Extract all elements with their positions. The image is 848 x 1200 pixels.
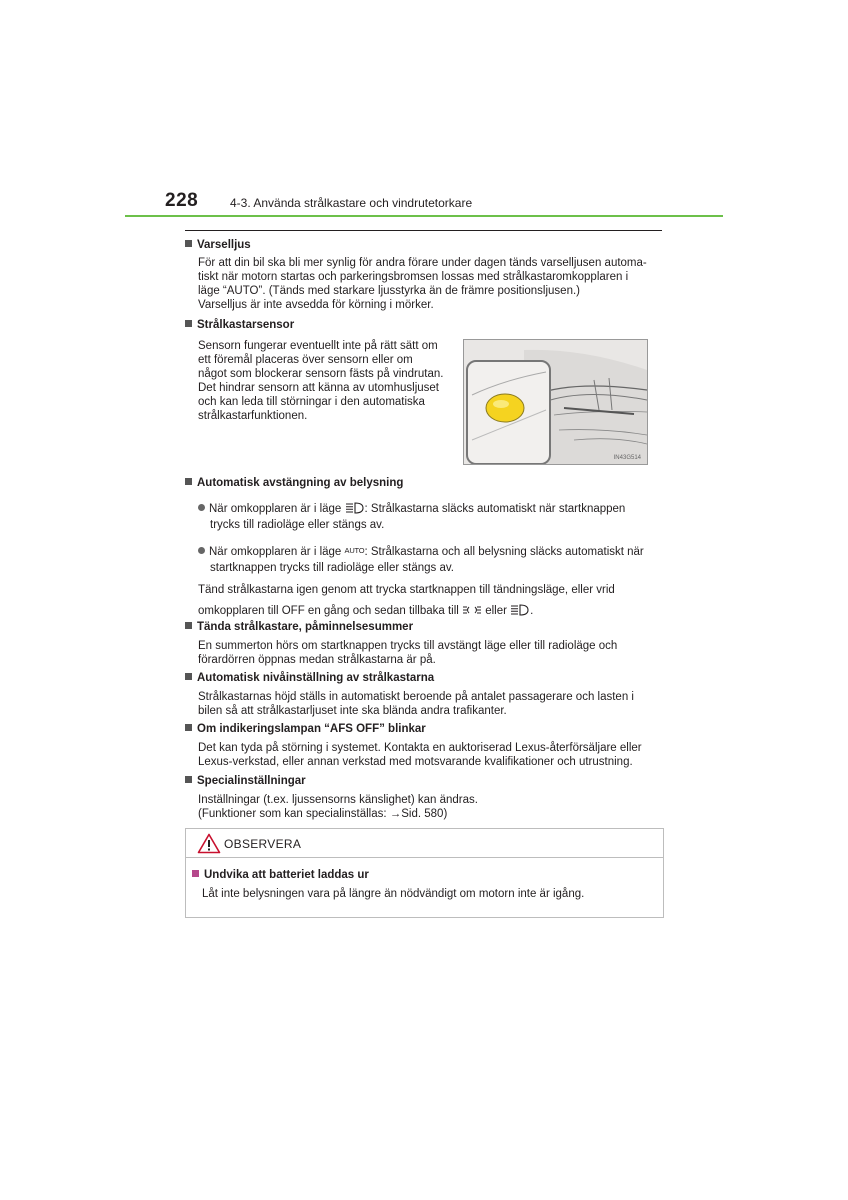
bullet-dot-icon: [198, 504, 205, 511]
notice-text: Låt inte belysningen vara på längre än nödvändigt om motorn inte är igång.: [202, 888, 585, 900]
auto-off-bullet-2: När omkopplaren är i läge AUTO: Strålkastarna och all belysning släcks automatiskt när startknappen trycks till radioläge eller stängs av.: [198, 543, 662, 576]
auto-off-text: Tänd strålkastarna igen genom att trycka startknappen till tändningsläge, eller vrid omkopplaren till OFF en gång och sedan tillbaka till eller .: [198, 580, 662, 622]
varselljus-text: För att din bil ska bli mer synlig för andra förare under dagen tänds varselljusen automa- tiskt när motorn startas och parkeringsbromsen lossas med strålkastaromkopplaren i läge “AUTO”. (Tänds med starkare ljusstyrka än de främre positionsljusen.) Varselljus är inte avsedda för körning i mörker.: [198, 257, 647, 311]
notice-box: [185, 828, 664, 918]
chapter-title: 4-3. Använda strålkastare och vindrutetorkare: [230, 196, 473, 210]
heading-special: Specialinställningar: [185, 775, 306, 787]
headlight-icon: [345, 502, 365, 514]
section-square-icon: [185, 622, 192, 629]
heading-varselljus: Varselljus: [185, 239, 251, 251]
content-rule: [185, 230, 662, 231]
heading-reminder: Tända strålkastare, påminnelsesummer: [185, 621, 413, 633]
auto-symbol: AUTO: [344, 546, 365, 555]
leveling-text: Strålkastarnas höjd ställs in automatiskt beroende på antalet passagerare och lasten i bilen så att strålkastarljuset inte ska blända andra trafikanter.: [198, 691, 634, 717]
header-rule: [125, 215, 723, 217]
section-square-icon: [185, 478, 192, 485]
warning-triangle-icon: [197, 833, 221, 854]
section-square-icon: [185, 724, 192, 731]
heading-afs: Om indikeringslampan “AFS OFF” blinkar: [185, 723, 426, 735]
auto-off-line-2: omkopplaren till OFF en gång och sedan tillbaka till eller .: [198, 605, 534, 617]
sensor-text: Sensorn fungerar eventuellt inte på rätt sätt om ett föremål placeras över sensorn eller om något som blockerar sensorn fästs på vindrutan. Det hindrar sensorn att känna av utomhusljuset och kan leda till störningar i den automatiska strålkastarfunktionen.: [198, 340, 444, 422]
sensor-illustration: [463, 339, 648, 465]
notice-subheading: Undvika att batteriet laddas ur: [192, 869, 369, 881]
notice-header: [186, 829, 663, 858]
page-number: 228: [165, 190, 199, 211]
special-text: Inställningar (t.ex. ljussensorns känslighet) kan ändras. (Funktioner som kan specialinställas: →Sid. 580): [198, 794, 478, 820]
auto-off-bullet-1: När omkopplaren är i läge : Strålkastarna släcks automatiskt när startknappen trycks till radioläge eller stängs av.: [198, 501, 662, 533]
windshield-sensor-illustration: [464, 340, 647, 464]
heading-sensor: Strålkastarsensor: [185, 319, 294, 331]
parking-light-icon: [462, 604, 482, 616]
section-square-icon: [185, 240, 192, 247]
notice-title: OBSERVERA: [224, 837, 302, 851]
afs-text: Det kan tyda på störning i systemet. Kontakta en auktoriserad Lexus-återförsäljare eller Lexus-verkstad, eller annan verkstad med motsvarande kvalifikationer och utrustning.: [198, 742, 642, 768]
section-square-icon: [185, 320, 192, 327]
figure-code: IN43G514: [613, 455, 641, 461]
heading-leveling: Automatisk nivåinställning av strålkastarna: [185, 672, 434, 684]
section-square-icon: [185, 776, 192, 783]
reminder-text: En summerton hörs om startknappen trycks till avstängt läge eller till radioläge och förardörren öppnas medan strålkastarna är på.: [198, 640, 618, 666]
headlight-icon: [510, 604, 530, 616]
notice-square-icon: [192, 870, 199, 877]
heading-auto-off: Automatisk avstängning av belysning: [185, 477, 403, 489]
section-square-icon: [185, 673, 192, 680]
bullet-dot-icon: [198, 547, 205, 554]
